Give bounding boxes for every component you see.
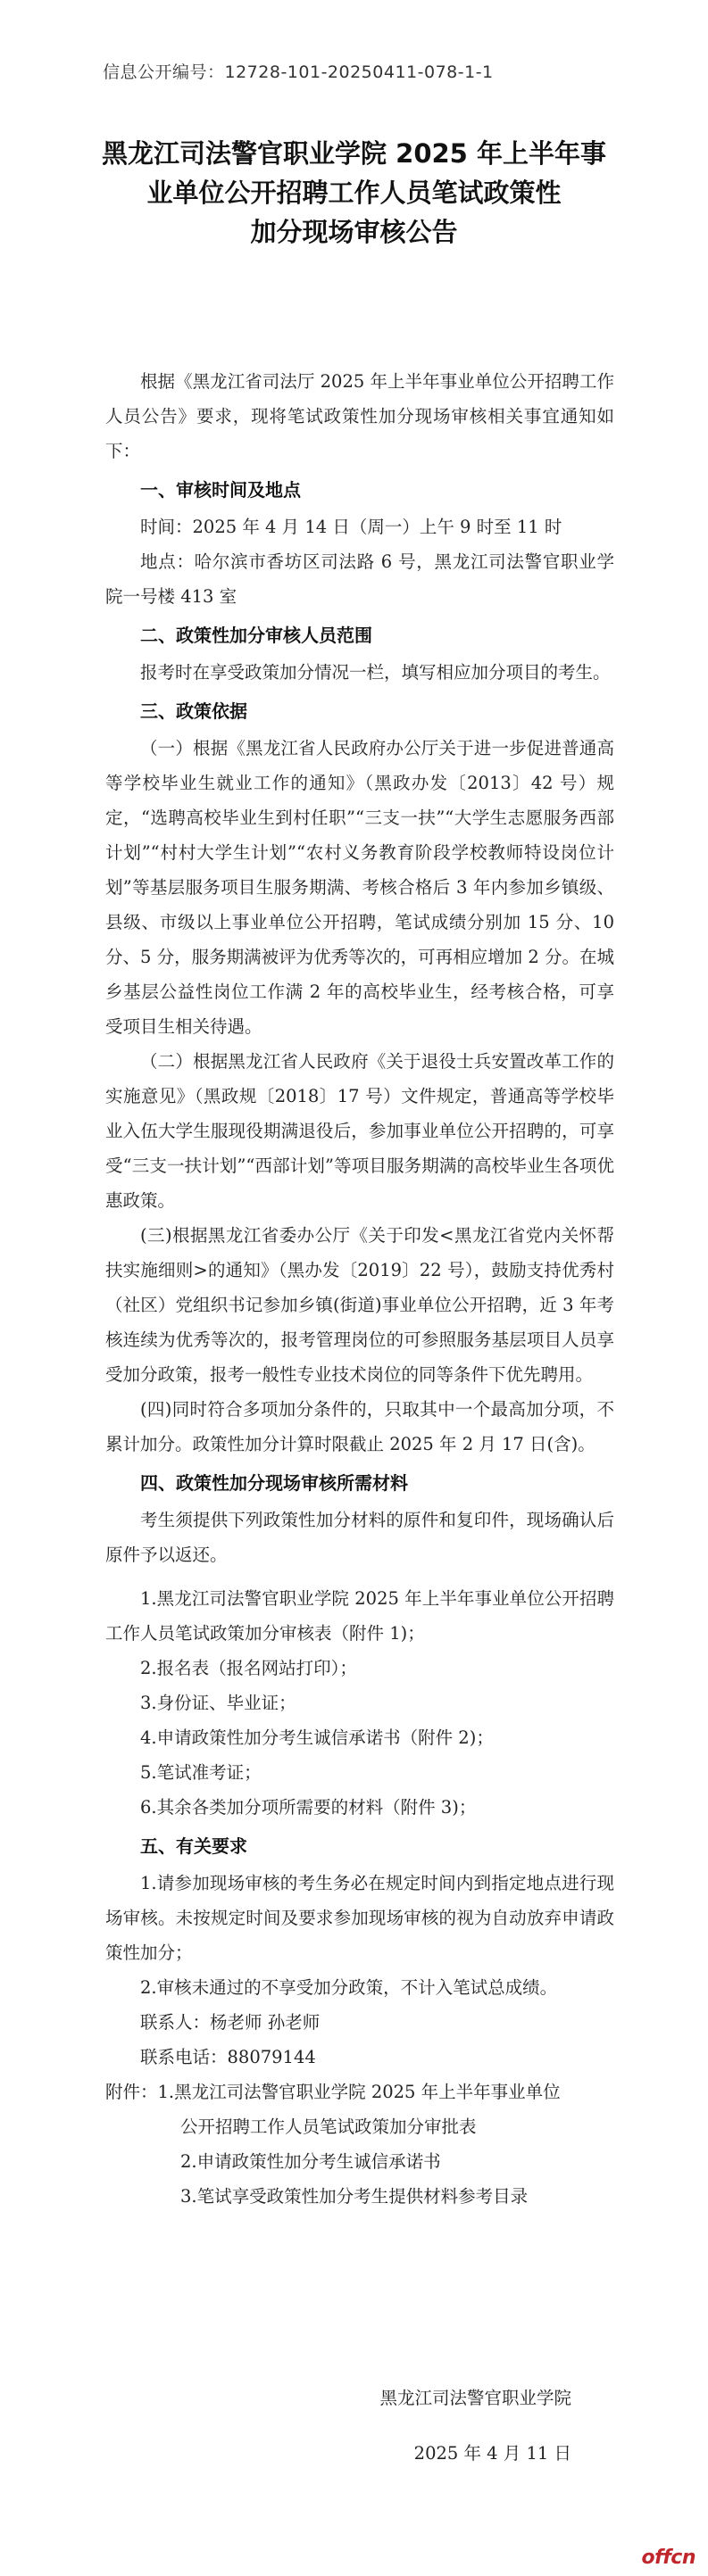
attachment-1-line-1: 1.黑龙江司法警官职业学院 2025 年上半年事业单位 (157, 2082, 561, 2102)
intro-paragraph: 根据《黑龙江省司法厅 2025 年上半年事业单位公开招聘工作人员公告》要求，现将笔试政策性加分现场审核相关事宜通知如下： (105, 371, 614, 461)
audit-place: 地点：哈尔滨市香坊区司法路 6 号，黑龙江司法警官职业学院一号楼 413 室 (105, 551, 614, 607)
section-5-heading: 五、有关要求 (140, 1835, 247, 1857)
document-body (105, 364, 614, 2214)
section-4-heading: 四、政策性加分现场审核所需材料 (140, 1472, 408, 1494)
spacer (105, 1572, 614, 1581)
offcn-watermark-logo: offcn (641, 2547, 696, 2569)
attachment-2: 2.申请政策性加分考生诚信承诺书 (180, 2151, 441, 2172)
section-3-heading: 三、政策依据 (140, 700, 247, 722)
audit-time: 时间：2025 年 4 月 14 日（周一）上午 9 时至 11 时 (140, 517, 562, 537)
materials-item-4: 4.申请政策性加分考生诚信承诺书（附件 2)； (140, 1727, 494, 1748)
requirement-1: 1.请参加现场审核的考生务必在规定时间内到指定地点进行现场审核。未按规定时间及要求参加现场审核的视为自动放弃申请政策性加分； (105, 1873, 614, 1963)
materials-item-5: 5.笔试准考证； (140, 1762, 262, 1783)
title-line-3: 加分现场审核公告 (250, 217, 458, 247)
section-2-heading: 二、政策性加分审核人员范围 (140, 625, 372, 646)
policy-basis-2: （二）根据黑龙江省人民政府《关于退役士兵安置改革工作的实施意见》（黑政规〔2018〕17 号）文件规定，普通高等学校毕业入伍大学生服现役期满退役后，参加事业单位公开招聘的，可享受“三支一扶计划”“西部计划”等项目服务期满的高校毕业生各项优惠政策。 (105, 1051, 614, 1211)
contact-persons: 联系人：杨老师 孙老师 (140, 2012, 321, 2033)
section-1-heading: 一、审核时间及地点 (140, 479, 301, 501)
attachment-1-line-2: 公开招聘工作人员笔试政策加分审批表 (180, 2116, 477, 2137)
materials-item-3: 3.身份证、毕业证； (140, 1693, 296, 1713)
materials-item-2: 2.报名表（报名网站打印）； (140, 1658, 357, 1678)
policy-basis-3: (三)根据黑龙江省委办公厅《关于印发<黑龙江省党内关怀帮扶实施细则>的通知》（黑办发〔2019〕22 号），鼓励支持优秀村（社区）党组织书记参加乡镇(街道)事业单位公开招聘，近 3 年考核连续为优秀等次的，报考管理岗位的可参照服务基层项目人员享受加分政策，报考一般性专业技术岗位的同等条件下优先聘用。 (105, 1225, 614, 1385)
policy-basis-1: （一）根据《黑龙江省人民政府办公厅关于进一步促进普通高等学校毕业生就业工作的通知》（黑政办发〔2013〕42 号）规定，“选聘高校毕业生到村任职”“三支一扶”“大学生志愿服务西部计划”“村村大学生计划”“农村义务教育阶段学校教师特设岗位计划”等基层服务项目生服务期满、考核合格后 3 年内参加乡镇级、县级、市级以上事业单位公开招聘，笔试成绩分别加 15 分、10 分、5 分，服务期满被评为优秀等次的，可再相应增加 2 分。在城乡基层公益性岗位工作满 2 年的高校毕业生，经考核合格，可享受项目生相关待遇。 (105, 738, 614, 1037)
attachments (105, 2075, 614, 2109)
info-serial-number: 信息公开编号：12728-101-20250411-078-1-1 (103, 62, 494, 82)
title-line-1: 黑龙江司法警官职业学院 2025 年上半年事 (102, 138, 606, 169)
contact-phone: 联系电话：88079144 (140, 2047, 316, 2067)
requirement-2: 2.审核未通过的不享受加分政策，不计入笔试总成绩。 (140, 1977, 558, 1998)
section-2-text: 报考时在享受政策加分情况一栏，填写相应加分项目的考生。 (140, 662, 611, 683)
attachment-3: 3.笔试享受政策性加分考生提供材料参考目录 (180, 2186, 529, 2207)
signature-date: 2025 年 4 月 11 日 (413, 2443, 571, 2464)
policy-basis-4: (四)同时符合多项加分条件的，只取其中一个最高加分项，不累计加分。政策性加分计算时限截止 2025 年 2 月 17 日(含)。 (105, 1399, 614, 1454)
materials-item-6: 6.其余各类加分项所需要的材料（附件 3)； (140, 1797, 477, 1818)
materials-intro: 考生须提供下列政策性加分材料的原件和复印件，现场确认后原件予以返还。 (105, 1510, 614, 1565)
signature-organization: 黑龙江司法警官职业学院 (379, 2388, 571, 2408)
materials-item-1: 1.黑龙江司法警官职业学院 2025 年上半年事业单位公开招聘工作人员笔试政策加分审核表（附件 1)； (105, 1588, 614, 1644)
title-line-2: 业单位公开招聘工作人员笔试政策性 (146, 178, 562, 208)
attachments-label: 附件： (105, 2082, 158, 2102)
document-title (80, 134, 628, 252)
